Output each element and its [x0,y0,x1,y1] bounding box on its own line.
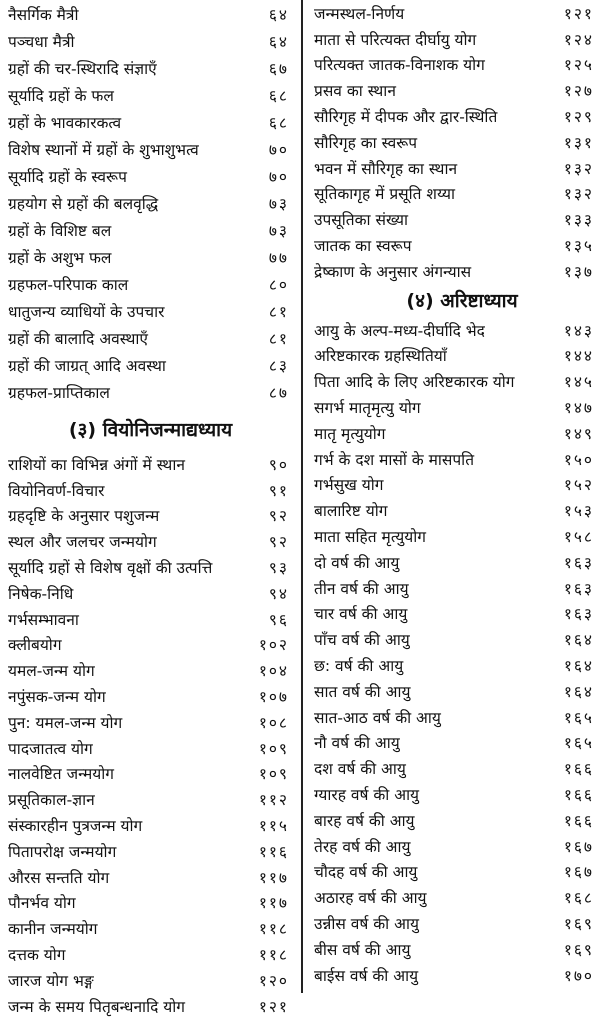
toc-entry-page-number: १५० [563,450,594,469]
toc-entry [0,580,301,606]
toc-entry-page-number: १६५ [563,708,594,727]
toc-entry-page-number: १६६ [563,760,594,779]
toc-entry [0,477,301,503]
toc-entry-page-number: १४५ [563,373,594,392]
toc-entry [304,472,600,498]
toc-entry-page-number: ८३ [268,356,289,375]
toc-entry [304,523,600,549]
toc-entry-page-number: ६८ [268,113,289,132]
toc-entry-title: औरस सन्तति योग [8,868,110,887]
toc-entry [0,189,301,216]
toc-entry [0,967,301,993]
toc-entry [304,549,600,575]
toc-entry-title: क्लीबयोग [8,636,62,655]
toc-entry-page-number: ११७ [258,868,289,887]
chapter-heading-3: (३) वियोनिजन्माद्यध्याय [68,419,233,441]
toc-entry-page-number: ९२ [268,533,289,552]
toc-entry-page-number: ११७ [258,894,289,913]
toc-entry [304,936,600,962]
toc-entry [304,626,600,652]
toc-entry-title: उपसूतिका संख्या [314,211,409,230]
toc-entry-title: बीस वर्ष की आयु [314,940,411,959]
toc-entry-page-number: १६९ [563,914,594,933]
toc-entry-page-number: १२१ [563,4,594,23]
toc-entry-title: तीन वर्ष की आयु [314,579,409,598]
toc-entry-page-number: १२९ [563,108,594,127]
toc-entry-page-number: १०९ [258,765,289,784]
toc-entry [304,755,600,781]
toc-entry-page-number: १३१ [563,133,594,152]
toc-entry-title: सूर्यादि ग्रहों से विशेष वृक्षों की उत्पत्ति [8,559,213,578]
toc-entry [304,155,600,181]
toc-entry [304,368,600,394]
toc-entry-page-number: १५२ [563,476,594,495]
toc-entry-title: बालारिष्ट योग [314,502,388,521]
toc-entry-page-number: १६३ [563,605,594,624]
toc-entry [304,833,600,859]
toc-entry-page-number: ११५ [258,817,289,836]
toc-entry-page-number: १०९ [258,739,289,758]
toc-entry-page-number: १४९ [563,424,594,443]
toc-entry-page-number: ६८ [268,86,289,105]
toc-entry [0,297,301,324]
toc-entry [304,0,600,26]
toc-entry-page-number: ७० [268,167,289,186]
toc-entry-page-number: १५८ [563,528,594,547]
toc-entry-page-number: ११८ [258,946,289,965]
toc-entry-title: गर्भ के दश मासों के मासपति [314,450,475,469]
toc-entry-title: भवन में सौरिगृह का स्थान [314,159,458,178]
toc-entry-page-number: १२५ [563,56,594,75]
toc-entry-page-number: १४३ [563,321,594,340]
toc-entry-title: पञ्चधा मैत्री [8,32,75,51]
toc-entry-page-number: १२४ [563,30,594,49]
toc-entry-title: परित्यक्त जातक-विनाशक योग [314,56,485,75]
toc-list-top-right [304,0,600,284]
toc-entry-page-number: १६५ [563,734,594,753]
toc-entry-title: चौदह वर्ष की आयु [314,863,418,882]
toc-entry-page-number: ६४ [268,5,289,24]
toc-entry [0,786,301,812]
toc-entry [304,781,600,807]
toc-entry [0,503,301,529]
toc-entry-title: ग्रहों की चर-स्थिरादि संज्ञाएँ [8,59,157,78]
toc-entry-title: गर्भसम्भावना [8,610,79,629]
toc-entry-page-number: ९१ [268,481,289,500]
toc-entry [0,812,301,838]
toc-entry-title: धातुजन्य व्याधियों के उपचार [8,302,165,321]
toc-entry-title: जारज योग भङ्ग [8,971,94,990]
toc-entry-title: नौ वर्ष की आयु [314,734,400,753]
toc-entry-page-number: १६९ [563,940,594,959]
toc-entry-page-number: ८० [268,275,289,294]
toc-entry [0,915,301,941]
toc-entry [304,601,600,627]
toc-entry-title: आयु के अल्प-मध्य-दीर्घादि भेद [314,321,485,340]
toc-entry-title: ग्यारह वर्ष की आयु [314,786,420,804]
toc-entry [304,497,600,523]
toc-entry [304,232,600,258]
toc-entry-title: माता सहित मृत्युयोग [314,528,427,547]
toc-entry-title: बारह वर्ष की आयु [314,811,415,830]
toc-entry [0,941,301,967]
toc-entry [0,0,301,27]
toc-entry-title: ग्रहों के अशुभ फल [8,248,112,267]
toc-entry-page-number: ७३ [268,221,289,240]
toc-entry [304,26,600,52]
toc-entry [304,730,600,756]
toc-entry-page-number: १६४ [563,682,594,701]
toc-entry-page-number: १२० [258,971,289,990]
toc-entry-page-number: ८१ [268,302,289,321]
toc-entry-page-number: ९२ [268,507,289,526]
toc-entry [0,735,301,761]
toc-entry [304,678,600,704]
toc-entry [304,103,600,129]
column-divider [301,0,303,993]
toc-entry-title: चार वर्ष की आयु [314,605,408,624]
toc-entry-page-number: १३२ [563,185,594,204]
toc-entry [0,657,301,683]
toc-entry-page-number: १३२ [563,159,594,178]
toc-right-column [304,0,600,993]
toc-entry-title: सात-आठ वर्ष की आयु [314,708,441,727]
toc-list-bottom-left [0,451,301,1019]
toc-entry-page-number: ९३ [268,559,289,578]
toc-entry [0,864,301,890]
toc-entry-title: ग्रहों की बालादि अवस्थाएँ [8,329,148,348]
toc-entry [0,451,301,477]
toc-entry-page-number: ६७ [268,59,289,78]
toc-entry [0,108,301,135]
toc-entry-page-number: ११६ [258,842,289,861]
toc-entry-title: पुन: यमल-जन्म योग [8,713,123,732]
toc-entry-title: पौनर्भव योग [8,894,76,913]
toc-entry-title: पादजातत्व योग [8,739,93,758]
toc-entry-title: सूर्यादि ग्रहों के स्वरूप [8,167,127,186]
toc-entry [0,27,301,54]
toc-entry [304,129,600,155]
toc-entry-page-number: ९० [268,455,289,474]
toc-entry-title: जन्म के समय पितृबन्धनादि योग [8,997,185,1016]
toc-entry-title: सूर्यादि ग्रहों के फल [8,86,114,105]
toc-entry-page-number: १५३ [563,502,594,521]
toc-entry-title: अरिष्टकारक ग्रहस्थितियाँ [314,347,447,366]
toc-entry [0,838,301,864]
toc-entry-title: सूतिकागृह में प्रसूति शय्या [314,185,456,204]
toc-entry-title: पिता आदि के लिए अरिष्टकारक योग [314,373,515,392]
toc-entry-title: माता से परित्यक्त दीर्घायु योग [314,30,477,49]
toc-entry [304,420,600,446]
toc-list-bottom-right [304,317,600,988]
toc-entry-title: ग्रहों के विशिष्ट बल [8,221,112,240]
toc-entry [304,394,600,420]
toc-entry-page-number: १६६ [563,786,594,804]
toc-entry-title: उन्नीस वर्ष की आयु [314,914,419,933]
toc-entry-page-number: १३७ [563,262,594,281]
toc-entry-title: ग्रहयोग से ग्रहों की बलवृद्धि [8,194,159,213]
toc-entry-title: जातक का स्वरूप [314,237,412,256]
toc-entry-title: स्थल और जलचर जन्मयोग [8,533,157,552]
toc-entry-page-number: १६३ [563,579,594,598]
toc-entry-page-number: १०७ [258,688,289,707]
toc-entry [0,378,301,405]
toc-entry-page-number: १३३ [563,211,594,230]
toc-entry-page-number: ८१ [268,329,289,348]
toc-entry-title: प्रसव का स्थान [314,82,396,101]
toc-entry [304,704,600,730]
toc-entry-title: यमल-जन्म योग [8,662,95,681]
toc-entry-title: संस्कारहीन पुत्रजन्म योग [8,817,143,836]
toc-entry-title: जन्मस्थल-निर्णय [314,4,405,23]
toc-entry [0,162,301,189]
toc-entry-page-number: ९४ [268,584,289,603]
toc-entry-page-number: १२१ [258,997,289,1016]
toc-entry [0,270,301,297]
toc-entry-page-number: १६७ [563,837,594,856]
toc-entry-page-number: ६४ [268,32,289,51]
toc-entry-title: निषेक-निधि [8,584,74,603]
toc-entry [304,343,600,369]
toc-entry-page-number: १०८ [258,713,289,732]
toc-entry-title: पाँच वर्ष की आयु [314,631,410,650]
toc-entry-title: पितापरोक्ष जन्मयोग [8,842,117,861]
toc-entry [0,243,301,270]
toc-entry-title: दत्तक योग [8,946,66,965]
toc-entry [304,181,600,207]
toc-entry [304,77,600,103]
toc-entry-title: सौरिगृह का स्वरूप [314,133,418,152]
toc-entry-title: बाईस वर्ष की आयु [314,966,419,985]
toc-entry-page-number: ७७ [268,248,289,267]
toc-entry [304,206,600,232]
toc-entry-page-number: १२७ [563,82,594,101]
toc-entry [0,324,301,351]
toc-entry [0,554,301,580]
toc-entry [0,216,301,243]
toc-entry [0,890,301,916]
toc-entry [0,135,301,162]
toc-entry [304,884,600,910]
toc-entry-title: विशेष स्थानों में ग्रहों के शुभाशुभत्व [8,140,199,159]
toc-entry-page-number: ११२ [258,791,289,810]
toc-entry-title: अठारह वर्ष की आयु [314,889,427,908]
toc-entry-page-number: ९६ [268,610,289,629]
toc-entry-page-number: १७० [563,966,594,985]
toc-entry [0,54,301,81]
toc-entry-title: ग्रहों के भावकारकत्व [8,113,122,132]
toc-entry [0,606,301,632]
toc-entry-page-number: १६३ [563,553,594,572]
toc-entry-page-number: ८७ [268,383,289,402]
toc-entry-title: मातृ मृत्युयोग [314,424,386,443]
toc-entry [304,258,600,284]
toc-list-top-left [0,0,301,405]
toc-entry-title: ग्रहफल-परिपाक काल [8,275,129,294]
toc-entry-page-number: १०२ [258,636,289,655]
toc-entry [304,910,600,936]
toc-entry-page-number: १४७ [563,399,594,418]
toc-entry-page-number: १६७ [563,863,594,882]
toc-entry-title: ग्रहों की जाग्रत् आदि अवस्था [8,356,166,375]
toc-entry-page-number: १६४ [563,631,594,650]
toc-entry-title: ग्रहदृष्टि के अनुसार पशुजन्म [8,507,160,526]
toc-entry [0,761,301,787]
toc-entry-title: ग्रहफल-प्राप्तिकाल [8,383,110,402]
toc-entry [0,993,301,1019]
toc-entry [304,317,600,343]
toc-entry [0,709,301,735]
toc-entry-page-number: १०४ [258,662,289,681]
toc-entry [0,528,301,554]
toc-entry [0,351,301,378]
toc-entry [0,683,301,709]
toc-entry [304,859,600,885]
toc-entry-page-number: १६८ [563,889,594,908]
toc-entry [0,81,301,108]
toc-entry-title: नालवेष्टित जन्मयोग [8,765,115,784]
toc-entry-title: द्रेष्काण के अनुसार अंगन्यास [314,262,472,281]
toc-entry-page-number: १३५ [563,237,594,256]
toc-entry-page-number: ७० [268,140,289,159]
toc-entry-title: सगर्भ मातृमृत्यु योग [314,399,421,418]
toc-entry [304,52,600,78]
toc-entry-page-number: ७३ [268,194,289,213]
toc-entry [304,962,600,988]
toc-entry [0,632,301,658]
toc-entry [304,446,600,472]
toc-entry-title: दो वर्ष की आयु [314,553,400,572]
toc-entry-title: राशियों का विभिन्न अंगों में स्थान [8,455,185,474]
toc-entry-title: नपुंसक-जन्म योग [8,688,106,707]
toc-entry-title: कानीन जन्मयोग [8,920,98,939]
toc-entry [304,575,600,601]
toc-entry-title: सौरिगृह में दीपक और द्वार-स्थिति [314,108,498,127]
toc-entry-page-number: १६६ [563,811,594,830]
toc-entry-title: वियोनिवर्ण-विचार [8,481,105,500]
chapter-heading-4: (४) अरिष्टाध्याय [406,289,518,312]
toc-entry-title: छ: वर्ष की आयु [314,657,404,676]
toc-entry-title: प्रसूतिकाल-ज्ञान [8,791,95,810]
toc-entry-title: दश वर्ष की आयु [314,760,406,779]
toc-entry-title: तेरह वर्ष की आयु [314,837,411,856]
toc-entry-title: गर्भसुख योग [314,476,384,495]
toc-entry [304,652,600,678]
toc-entry-page-number: ११८ [258,920,289,939]
toc-entry-title: नैसर्गिक मैत्री [8,5,79,24]
toc-entry [304,807,600,833]
toc-entry-page-number: १४४ [563,347,594,366]
toc-entry-title: सात वर्ष की आयु [314,682,411,701]
toc-entry-page-number: १६४ [563,657,594,676]
